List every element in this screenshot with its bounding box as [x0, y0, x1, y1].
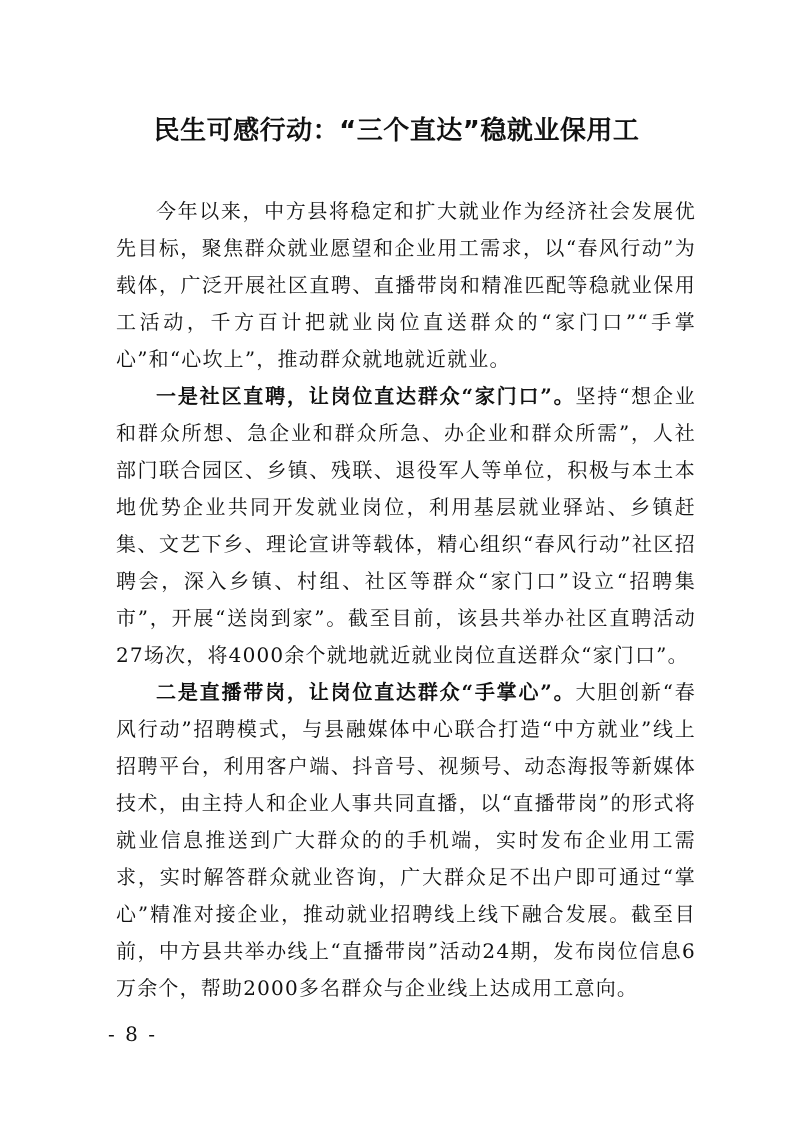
paragraph-live-streaming-jobs [116, 674, 696, 1007]
paragraph-community-recruitment [116, 378, 696, 674]
paragraph-intro [116, 193, 696, 378]
paragraph-intro-text: 今年以来，中方县将稳定和扩大就业作为经济社会发展优先目标，聚焦群众就业愿望和企业用工需求，以“春风行动”为载体，广泛开展社区直聘、直播带岗和精准匹配等稳就业保用工活动，千方百计把就业岗位直送群众的“家门口”“手掌心”和“心坎上”，推动群众就地就近就业。 [116, 199, 696, 371]
document-body [116, 193, 696, 1007]
page-title: 民生可感行动：“三个直达”稳就业保用工 [153, 116, 640, 146]
paragraph-community-recruitment-lead: 一是社区直聘，让岗位直达群众“家门口”。 [156, 384, 576, 408]
paragraph-community-recruitment-text: 坚持“想企业和群众所想、急企业和群众所急、办企业和群众所需”，人社部门联合园区、乡镇、残联、退役军人等单位，积极与本土本地优势企业共同开发就业岗位，利用基层就业驿站、乡镇赶集、文艺下乡、理论宣讲等载体，精心组织“春风行动”社区招聘会，深入乡镇、村组、社区等群众“家门口”设立“招聘集市”，开展“送岗到家”。截至目前，该县共举办社区直聘活动27场次，将4000余个就地就近就业岗位直送群众“家门口”。 [116, 384, 696, 667]
paragraph-live-streaming-jobs-lead: 二是直播带岗，让岗位直达群众“手掌心”。 [156, 680, 576, 704]
paragraph-live-streaming-jobs-text: 大胆创新“春风行动”招聘模式，与县融媒体中心联合打造“中方就业”线上招聘平台，利用客户端、抖音号、视频号、动态海报等新媒体技术，由主持人和企业人事共同直播，以“直播带岗”的形式将就业信息推送到广大群众的的手机端，实时发布企业用工需求，实时解答群众就业咨询，广大群众足不出户即可通过“掌心”精准对接企业，推动就业招聘线上线下融合发展。截至目前，中方县共举办线上“直播带岗”活动24期，发布岗位信息6万余个，帮助2000多名群众与企业线上达成用工意向。 [116, 680, 696, 1000]
page-number: - 8 - [108, 1022, 157, 1046]
